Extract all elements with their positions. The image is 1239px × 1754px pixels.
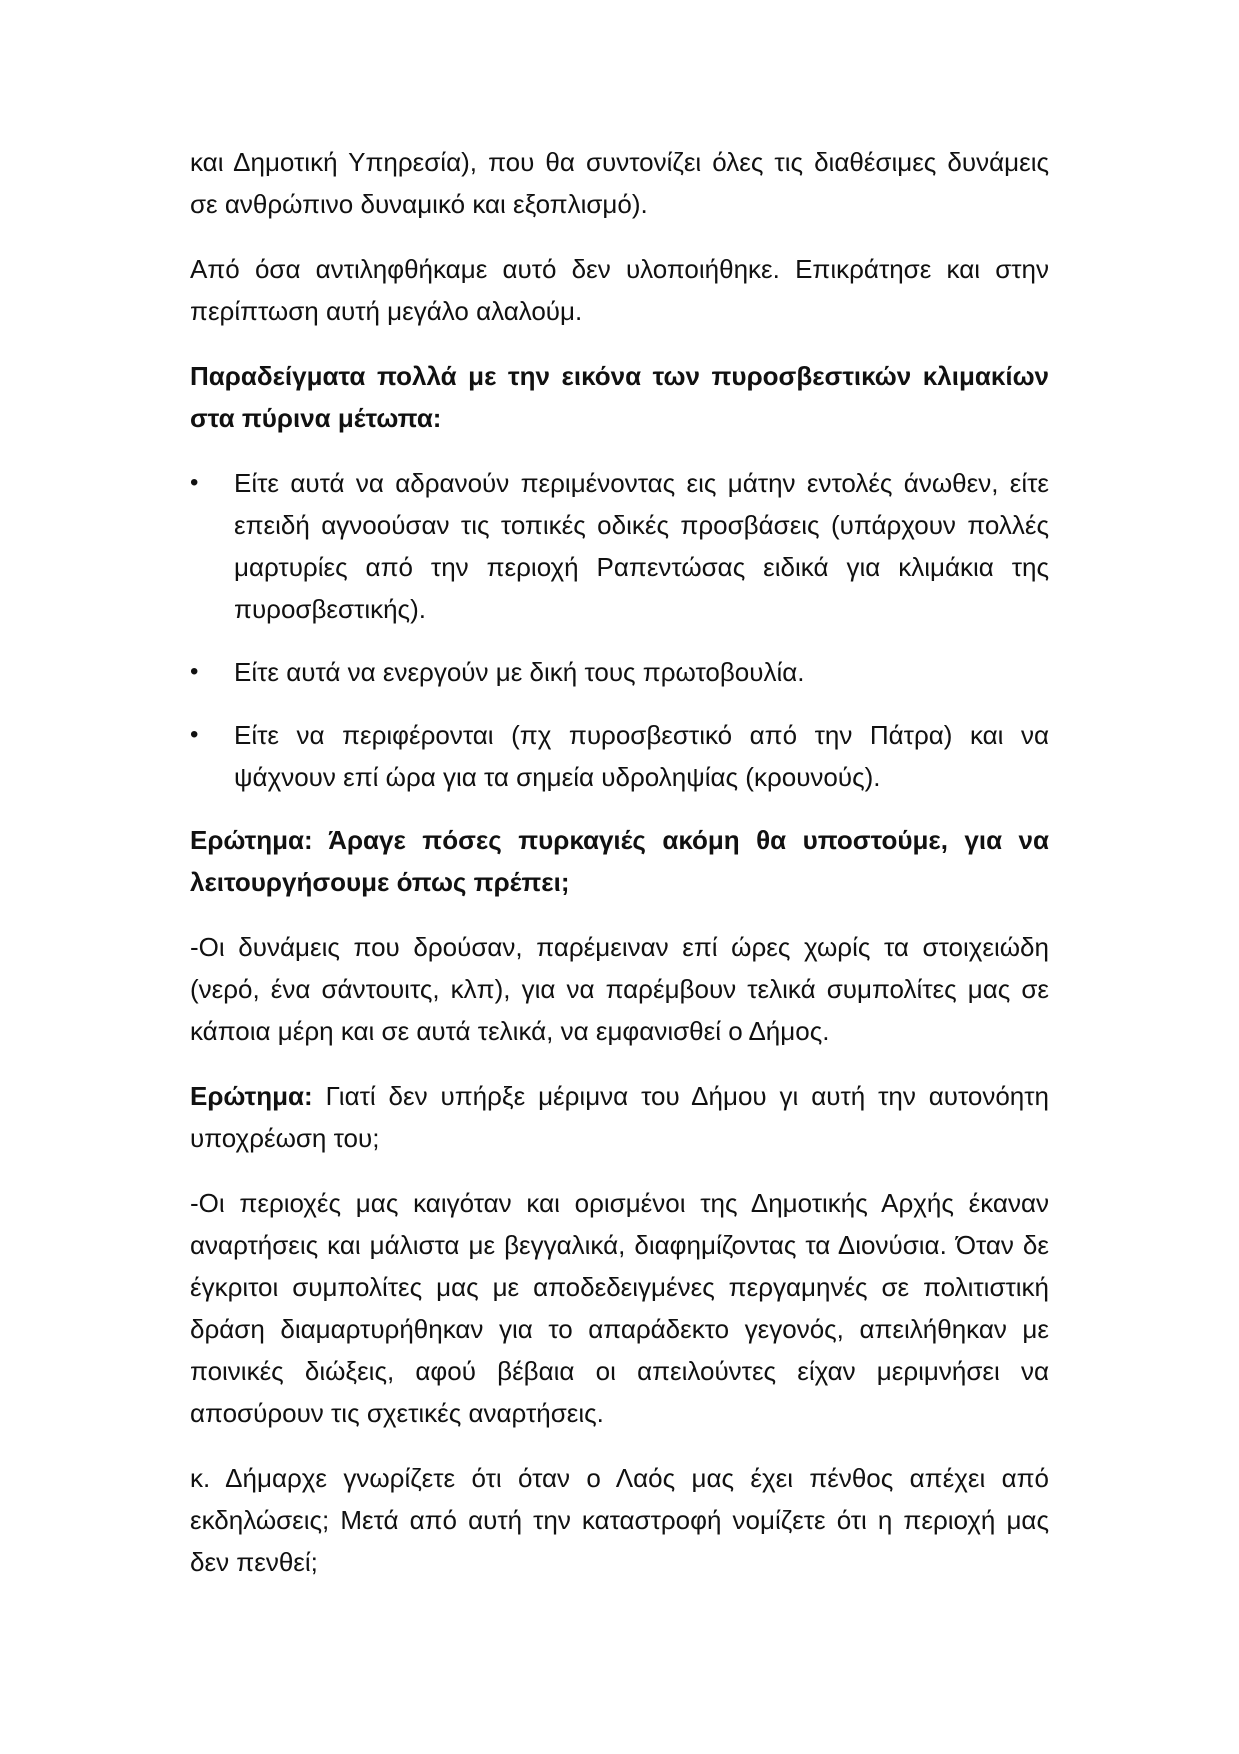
question-text: Γιατί δεν υπήρξε μέριμνα του Δήμου γι αυτή την αυτονόητη υποχρέωση του; bbox=[190, 1081, 1049, 1153]
examples-list bbox=[190, 462, 1049, 798]
list-item bbox=[190, 714, 1049, 798]
question-municipality-care bbox=[190, 1075, 1049, 1159]
paragraph-intro: και Δημοτική Υπηρεσία), που θα συντονίζει όλες τις διαθέσιμες δυνάμεις σε ανθρώπινο δυναμικό και εξοπλισμό). bbox=[190, 147, 1049, 219]
bullet-icon: • bbox=[190, 658, 199, 685]
bullet-icon: • bbox=[190, 469, 199, 496]
paragraph-forces: -Οι δυνάμεις που δρούσαν, παρέμειναν επί ώρες χωρίς τα στοιχειώδη (νερό, ένα σάντουιτς, κλπ), για να παρέμβουν τελικά συμπολίτες μας σε κάποια μέρη και σε αυτά τελικά, να εμφανισθεί ο Δήμος. bbox=[190, 932, 1049, 1046]
paragraph-posts: -Οι περιοχές μας καιγόταν και ορισμένοι της Δημοτικής Αρχής έκαναν αναρτήσεις και μάλιστα με βεγγαλικά, διαφημίζοντας τα Διονύσια. Όταν δε έγκριτοι συμπολίτες μας με αποδεδειγμένες περγαμηνές σε πολιτιστική δράση διαμαρτυρήθηκαν για το απαράδεκτο γεγονός, απειλήθηκαν με ποινικές διώξεις, αφού βέβαια οι απειλούντες είχαν μεριμνήσει να αποσύρουν τις σχετικές αναρτήσεις. bbox=[190, 1188, 1049, 1428]
list-item-text: Είτε αυτά να ενεργούν με δική τους πρωτοβουλία. bbox=[234, 657, 805, 687]
bullet-icon: • bbox=[190, 721, 199, 748]
list-item bbox=[190, 462, 1049, 630]
question-label: Ερώτημα: bbox=[190, 1081, 313, 1111]
list-item-text: Είτε να περιφέρονται (πχ πυροσβεστικό από την Πάτρα) και να ψάχνουν επί ώρα για τα σημεία υδροληψίας (κρουνούς). bbox=[234, 720, 1049, 792]
paragraph-not-implemented: Από όσα αντιληφθήκαμε αυτό δεν υλοποιήθηκε. Επικράτησε και στην περίπτωση αυτή μεγάλο αλαλούμ. bbox=[190, 254, 1049, 326]
question-fires: Ερώτημα: Άραγε πόσες πυρκαγιές ακόμη θα υποστούμε, για να λειτουργήσουμε όπως πρέπει; bbox=[190, 825, 1049, 897]
paragraph-mayor: κ. Δήμαρχε γνωρίζετε ότι όταν ο Λαός μας έχει πένθος απέχει από εκδηλώσεις; Μετά από αυτή την καταστροφή νομίζετε ότι η περιοχή μας δεν πενθεί; bbox=[190, 1463, 1049, 1577]
list-item-text: Είτε αυτά να αδρανούν περιμένοντας εις μάτην εντολές άνωθεν, είτε επειδή αγνοούσαν τις τοπικές οδικές προσβάσεις (υπάρχουν πολλές μαρτυρίες από την περιοχή Ραπεντώσας ειδικά για κλιμάκια της πυροσβεστικής). bbox=[234, 468, 1049, 624]
list-item bbox=[190, 651, 1049, 693]
heading-examples: Παραδείγματα πολλά με την εικόνα των πυροσβεστικών κλιμακίων στα πύρινα μέτωπα: bbox=[190, 361, 1049, 433]
